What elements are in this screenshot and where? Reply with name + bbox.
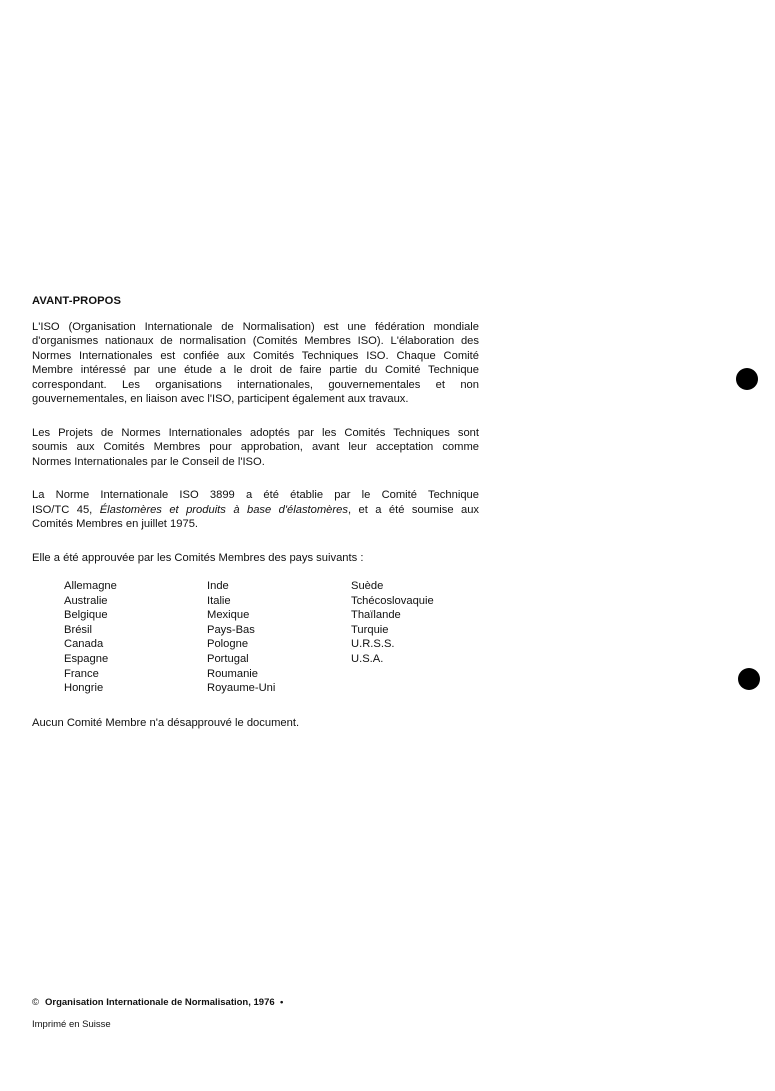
country-item: Australie (64, 594, 108, 607)
country-item: Royaume-Uni (207, 682, 276, 695)
paragraph-line: La Norme Internationale ISO 3899 a été établie par le Comité Technique (32, 489, 479, 501)
binding-hole-top (736, 368, 758, 390)
country-item: Pays-Bas (207, 623, 255, 636)
country-item: Allemagne (64, 580, 117, 592)
iso-intro-paragraph (32, 320, 479, 407)
paragraph-line: Membre intéressé par une étude a le droit de faire partie du Comité Technique (32, 364, 479, 376)
country-item: Mexique (207, 609, 250, 622)
country-item: Espagne (64, 652, 109, 665)
country-item: Thaïlande (351, 609, 401, 622)
bullet: • (279, 997, 284, 1008)
country-item: Turquie (351, 623, 389, 636)
country-item: Suède (351, 580, 384, 592)
paragraph-line: Comités Membres en juillet 1975. (32, 518, 199, 530)
country-item: U.S.A. (351, 652, 384, 665)
committee-ref: ISO/TC 45, (32, 503, 100, 516)
standard-origin-paragraph (32, 488, 479, 532)
country-list (64, 579, 479, 697)
country-item: Hongrie (64, 682, 104, 695)
country-item: Canada (64, 638, 104, 651)
paragraph-line: gouvernementales, en liaison avec l'ISO, participent également aux travaux. (32, 393, 409, 405)
page-footer (32, 997, 283, 1031)
country-item: U.R.S.S. (351, 638, 395, 651)
draft-standards-paragraph (32, 426, 479, 470)
country-item: Inde (207, 580, 229, 592)
country-item: Belgique (64, 609, 108, 622)
country-column-2 (207, 579, 275, 696)
country-item: Tchécoslovaquie (351, 594, 434, 607)
binding-hole-bottom (738, 668, 760, 690)
country-column-3 (351, 579, 434, 667)
copyright-line (32, 997, 283, 1009)
paragraph-line: Normes Internationales est confiée aux Comités Techniques ISO. Chaque Comité (32, 349, 479, 362)
paragraph-line: correspondant. Les organisations internationales, gouvernementales et non (32, 378, 479, 391)
country-item: Portugal (207, 652, 249, 665)
committee-title: Élastomères et produits à base d'élastomères (99, 503, 348, 516)
country-item: Brésil (64, 623, 92, 636)
printed-in: Imprimé en Suisse (32, 1019, 111, 1030)
foreword-heading: AVANT-PROPOS (32, 295, 122, 307)
approval-intro: Elle a été approuvée par les Comités Membres des pays suivants : (32, 551, 364, 564)
committee-suffix: , et a été soumise aux (347, 503, 480, 516)
country-item: France (64, 667, 99, 680)
paragraph-line: soumis aux Comités Membres pour approbation, avant leur acceptation comme (32, 441, 479, 453)
copyright-symbol: © (32, 997, 39, 1008)
country-column-1 (64, 579, 117, 696)
country-item: Pologne (207, 638, 249, 651)
paragraph-line: L'ISO (Organisation Internationale de Normalisation) est une fédération mondiale (32, 320, 479, 333)
country-item: Italie (207, 594, 231, 607)
paragraph-line (32, 503, 479, 518)
paragraph-line: Normes Internationales par le Conseil de l'ISO. (32, 455, 265, 468)
paragraph-line: d'organismes nationaux de normalisation (Comités Membres ISO). L'élaboration des (32, 335, 479, 347)
paragraph-line: Les Projets de Normes Internationales adoptés par les Comités Techniques sont (32, 426, 479, 439)
disapproval-statement: Aucun Comité Membre n'a désapprouvé le document. (32, 717, 300, 729)
country-item: Roumanie (207, 667, 258, 680)
copyright-text: Organisation Internationale de Normalisation, 1976 (45, 997, 275, 1008)
foreword-section (32, 294, 479, 731)
